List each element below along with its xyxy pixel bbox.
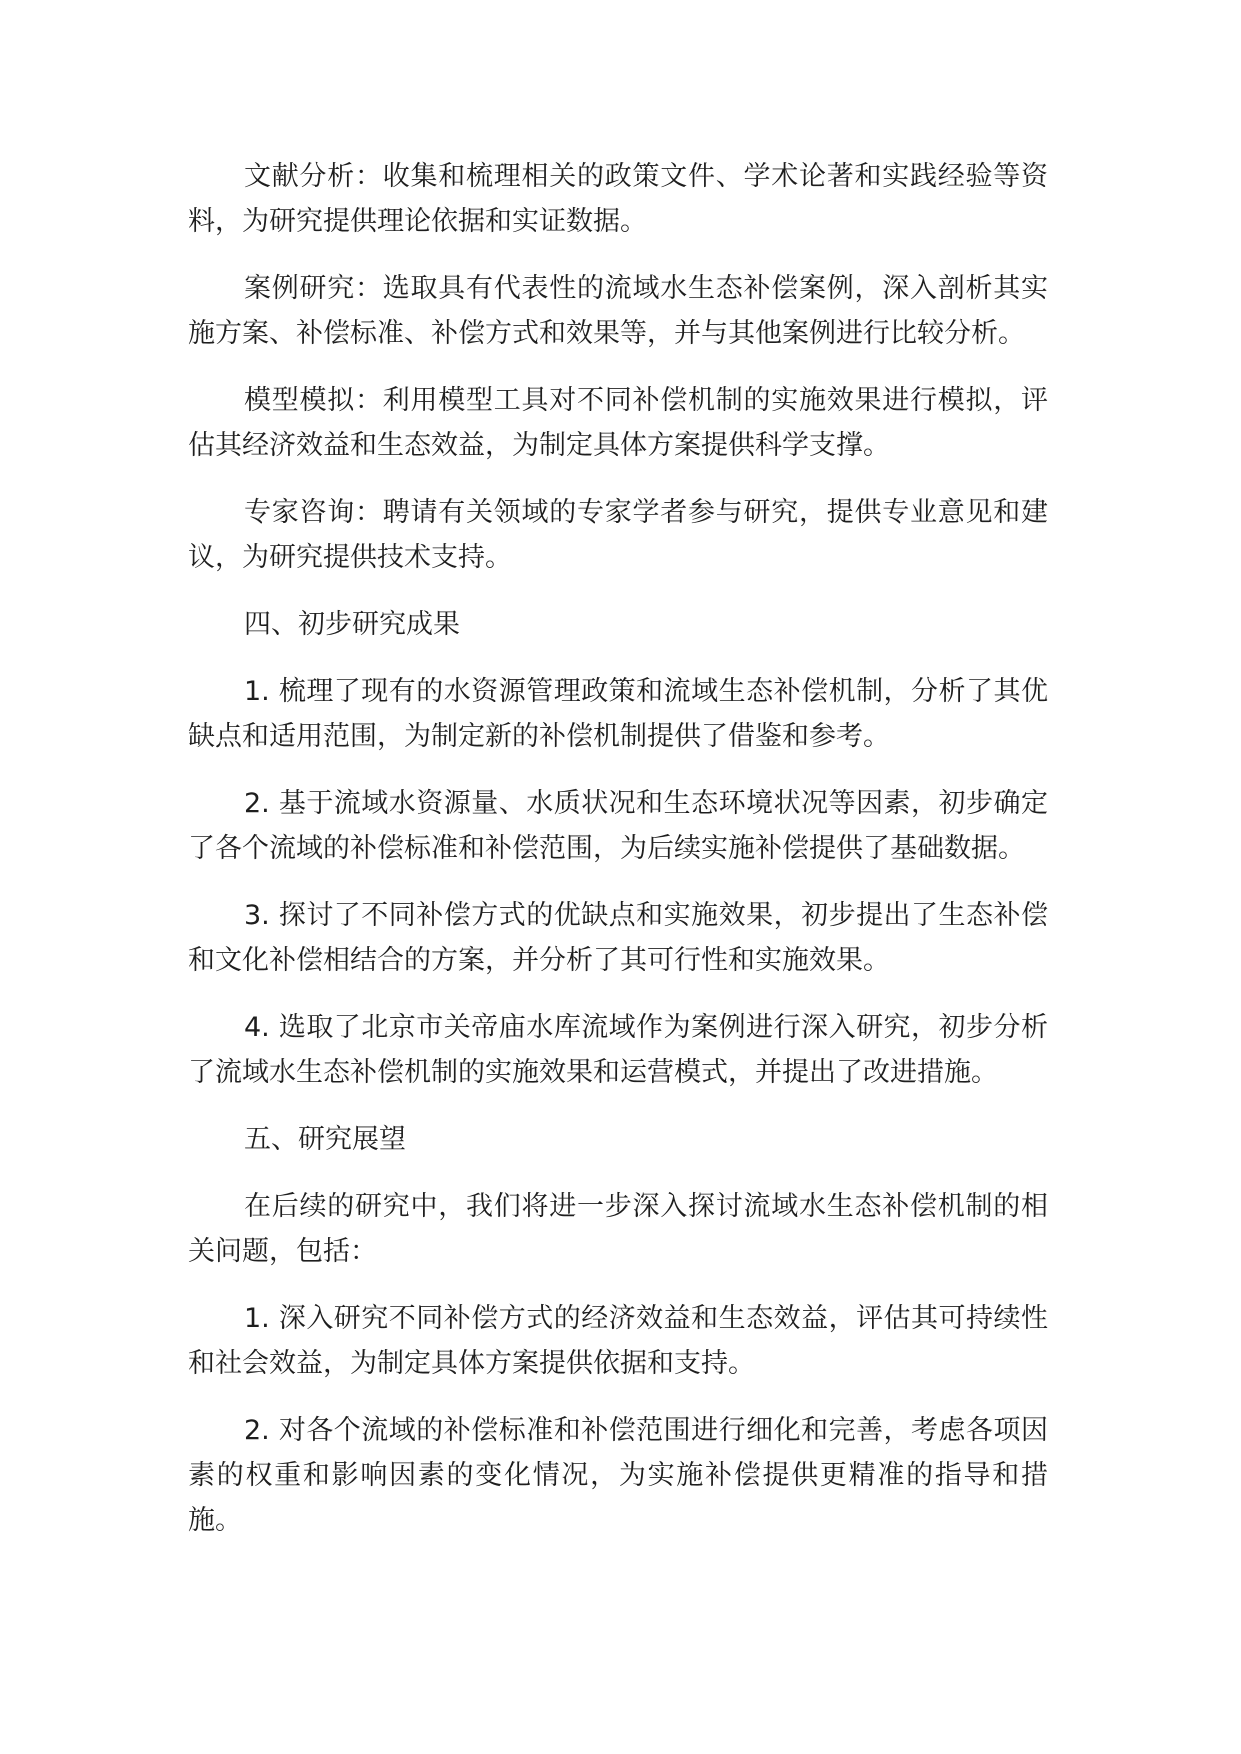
paragraph-model-simulation: 模型模拟：利用模型工具对不同补偿机制的实施效果进行模拟，评估其经济效益和生态效益，为制定具体方案提供科学支撑。 [188,385,1048,461]
paragraph-result-1: 1. 梳理了现有的水资源管理政策和流域生态补偿机制，分析了其优缺点和适用范围，为制定新的补偿机制提供了借鉴和参考。 [188,676,1048,752]
paragraph-literature-analysis: 文献分析：收集和梳理相关的政策文件、学术论著和实践经验等资料，为研究提供理论依据和实证数据。 [188,161,1048,237]
paragraph-expert-consultation: 专家咨询：聘请有关领域的专家学者参与研究，提供专业意见和建议，为研究提供技术支持。 [188,497,1048,573]
paragraph-outlook-intro: 在后续的研究中，我们将进一步深入探讨流域水生态补偿机制的相关问题，包括： [188,1191,1048,1267]
paragraph-outlook-2: 2. 对各个流域的补偿标准和补偿范围进行细化和完善，考虑各项因素的权重和影响因素的变化情况，为实施补偿提供更精准的指导和措施。 [188,1415,1048,1536]
paragraph-outlook-1: 1. 深入研究不同补偿方式的经济效益和生态效益，评估其可持续性和社会效益，为制定具体方案提供依据和支持。 [188,1303,1048,1379]
paragraph-result-4: 4. 选取了北京市关帝庙水库流域作为案例进行深入研究，初步分析了流域水生态补偿机制的实施效果和运营模式，并提出了改进措施。 [188,1012,1048,1088]
paragraph-result-2: 2. 基于流域水资源量、水质状况和生态环境状况等因素，初步确定了各个流域的补偿标准和补偿范围，为后续实施补偿提供了基础数据。 [188,788,1048,864]
section-heading-research-outlook: 五、研究展望 [244,1124,406,1155]
paragraph-case-study: 案例研究：选取具有代表性的流域水生态补偿案例，深入剖析其实施方案、补偿标准、补偿方式和效果等，并与其他案例进行比较分析。 [188,273,1048,349]
paragraph-result-3: 3. 探讨了不同补偿方式的优缺点和实施效果，初步提出了生态补偿和文化补偿相结合的方案，并分析了其可行性和实施效果。 [188,900,1048,976]
section-heading-preliminary-results: 四、初步研究成果 [244,609,460,640]
document-body [188,154,1048,1565]
